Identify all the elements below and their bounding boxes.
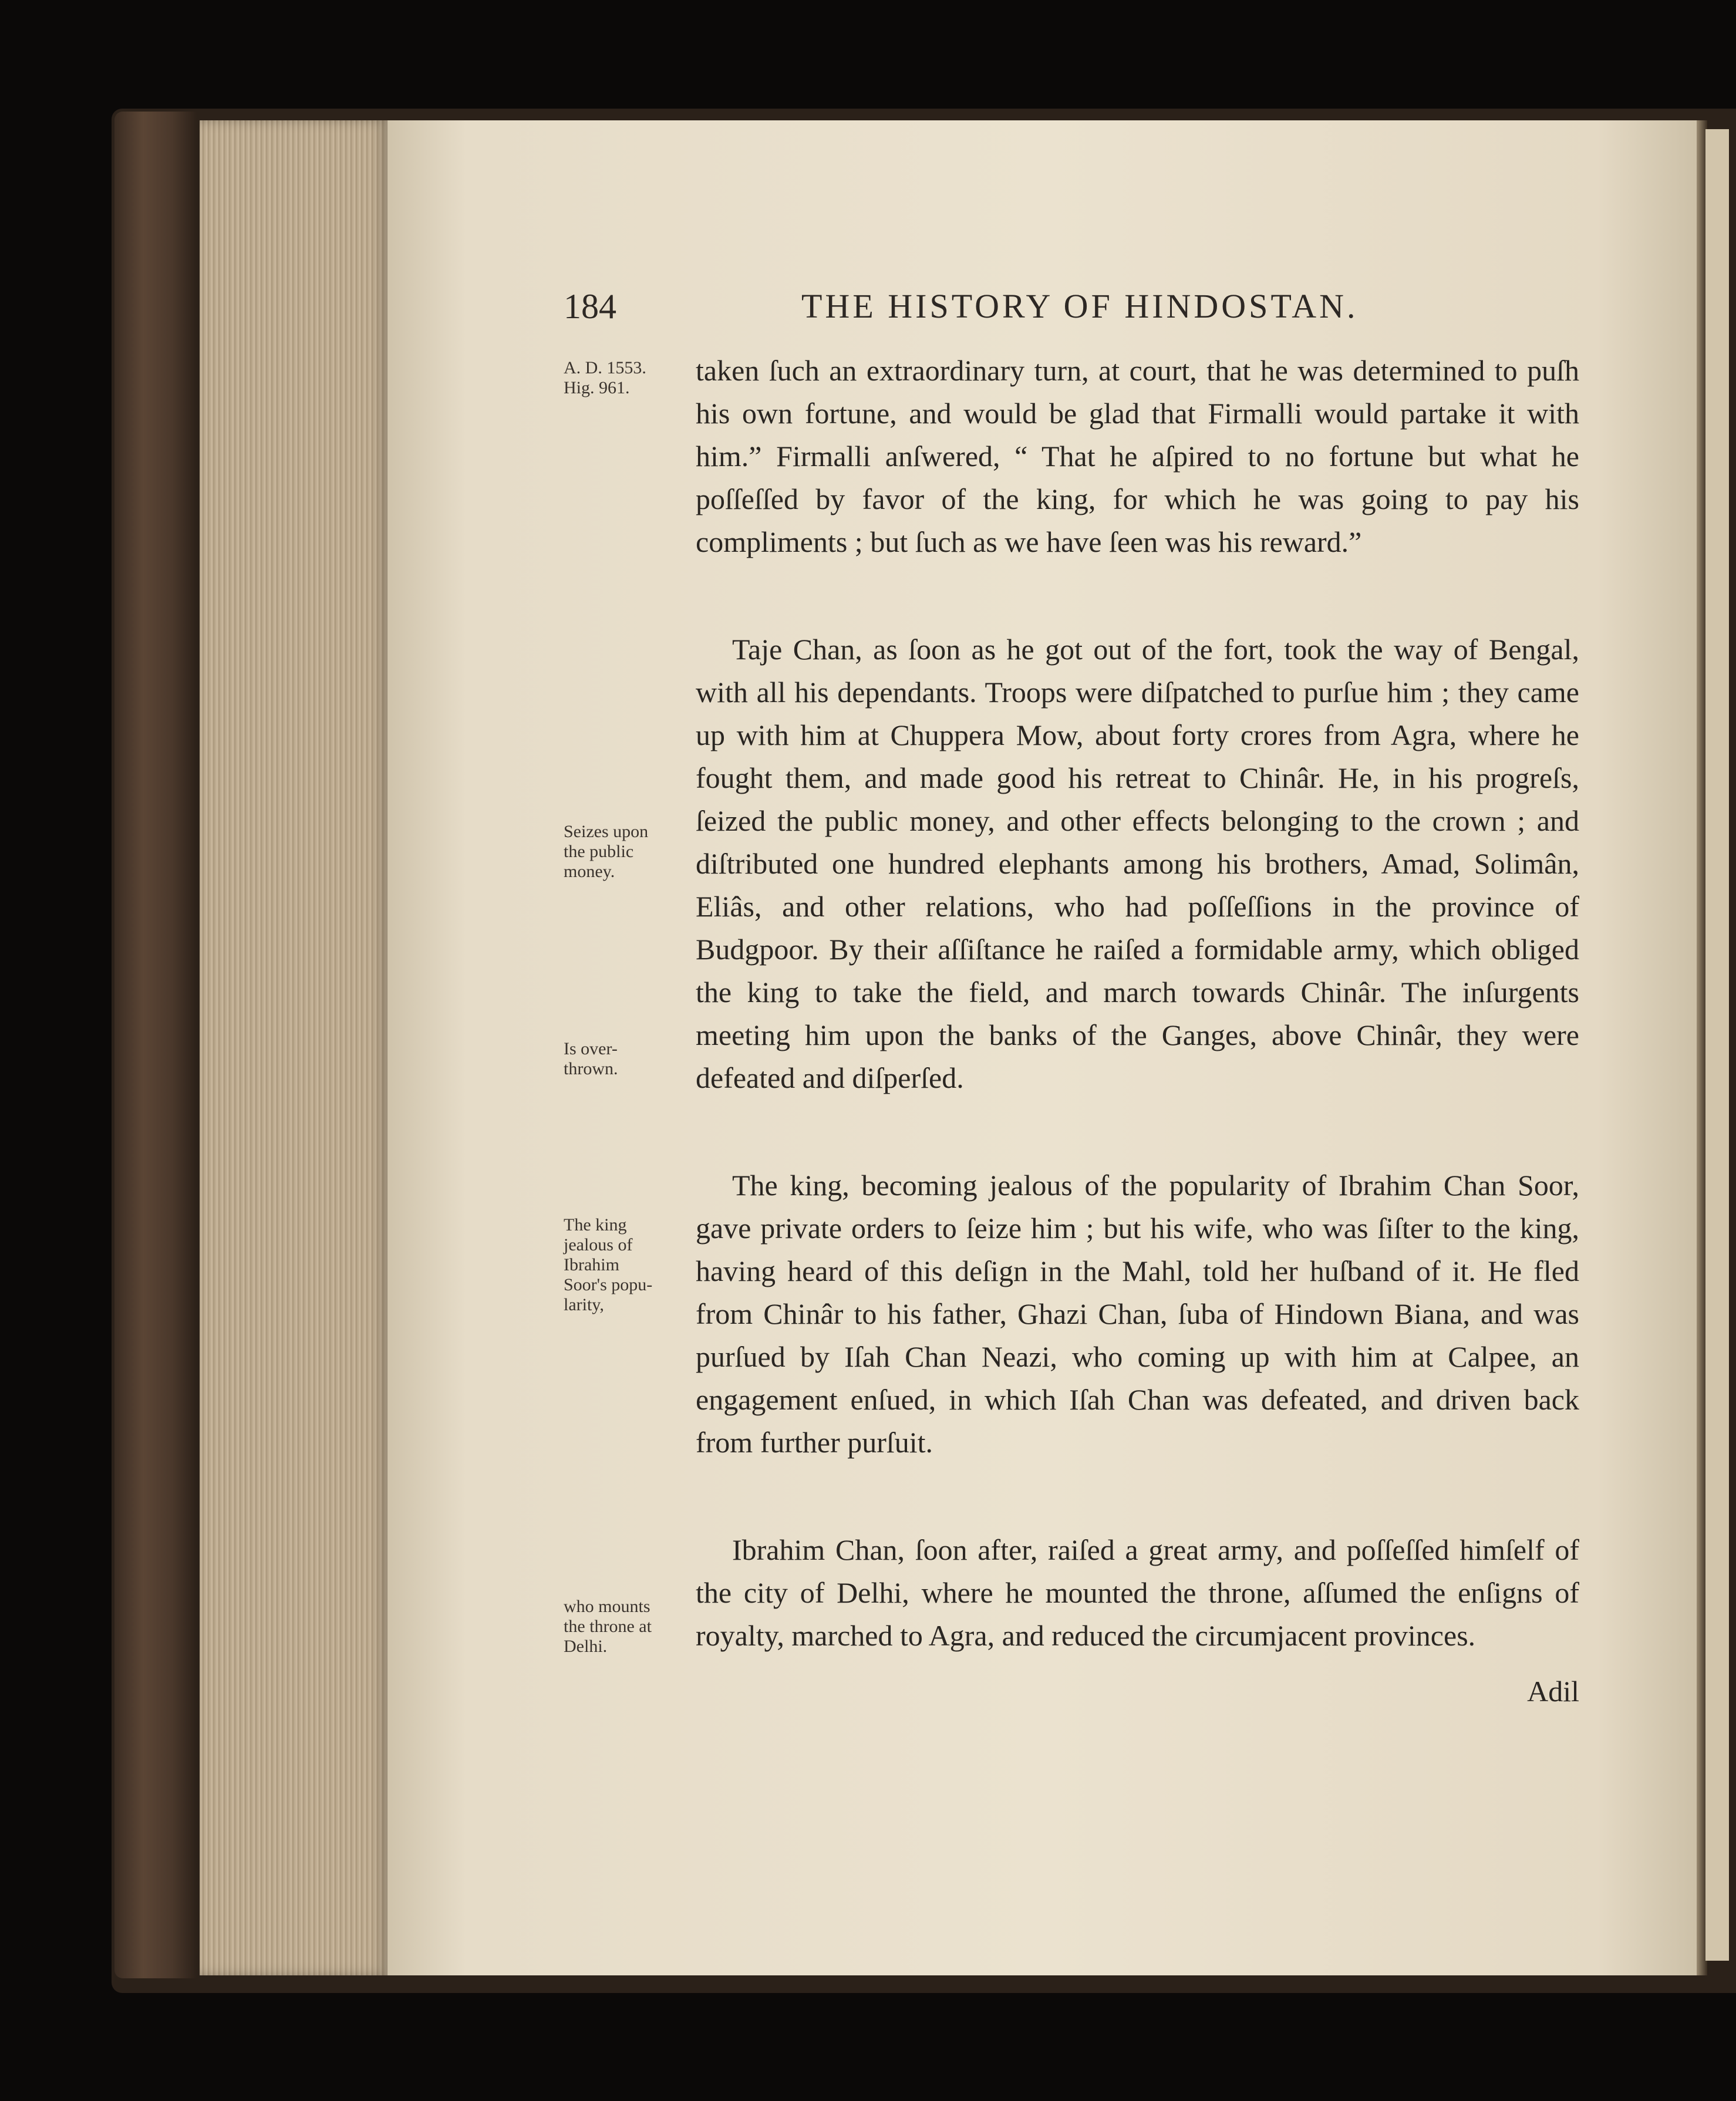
facing-page-edge — [1705, 129, 1729, 1961]
paragraph-4: Ibrahim Chan, ſoon after, raiſed a great army, and poſſeſſed himſelf of the city of Delhi, where he mounted the throne, aſſumed the enſigns of royalty, marched to Agra, and reduced the circumjacent provinces. — [696, 1533, 1579, 1652]
paragraph-2: Taje Chan, as ſoon as he got out of the fort, took the way of Bengal, with all his dependants. Troops were diſpatched to purſue him ; they came up with him at Chuppera Mow, about forty crores from Agra, where he fought them, and made good his retreat to Chinâr. He, in his progreſs, ſeized the public money, and other effects belonging to the crown ; and diſtributed one hundred elephants among his brothers, Amad, Solimân, Eliâs, and other relations, who had poſſeſſions in the province of Budgpoor. By their aſſiſtance he raiſed a formidable army, which obliged the king to take the field, and march towards Chinâr. The inſurgents meeting him upon the banks of the Ganges, above Chinâr, they were defeated and diſperſed. — [696, 633, 1579, 1094]
margin-note-seizes-money: Seizes upon the public money. — [564, 822, 649, 881]
book-spine — [114, 112, 197, 1978]
running-head — [564, 286, 1579, 333]
body-text — [696, 349, 1579, 1708]
paragraph-1: taken ſuch an extraordinary turn, at court, that he was determined to puſh his own fortune, and would be glad that Firmalli would partake it with him.” Firmalli anſwered, “ That he aſpired to no fortune but what he poſſeſſed by favor of the king, for which he was going to pay his compliments ; but ſuch as we have ſeen was his reward.” — [696, 354, 1579, 558]
page-edges — [200, 120, 387, 1975]
catchword: Adil — [1527, 1675, 1579, 1708]
margin-note-overthrown: Is over- thrown. — [564, 1039, 618, 1078]
margin-note-mounts-throne: who mounts the throne at Delhi. — [564, 1597, 652, 1656]
page-number: 184 — [564, 287, 616, 326]
margin-note-king-jealous: The king jealous of Ibrahim Soor's popu- larity, — [564, 1215, 653, 1314]
running-head-title: THE HISTORY OF HINDOSTAN. — [801, 287, 1359, 325]
paragraph-3: The king, becoming jealous of the popularity of Ibrahim Chan Soor, gave private orders to ſeize him ; but his wife, who was ſiſter to the king, having heard of this deſign in the Mahl, told her huſband of it. He fled from Chinâr to his father, Ghazi Chan, ſuba of Hindown Biana, and was purſued by Iſah Chan Neazi, who coming up with him at Calpee, an engagement enſued, in which Iſah Chan was defeated, and driven back from further purſuit. — [696, 1169, 1579, 1459]
margin-note-date: A. D. 1553. Hig. 961. — [564, 358, 646, 397]
